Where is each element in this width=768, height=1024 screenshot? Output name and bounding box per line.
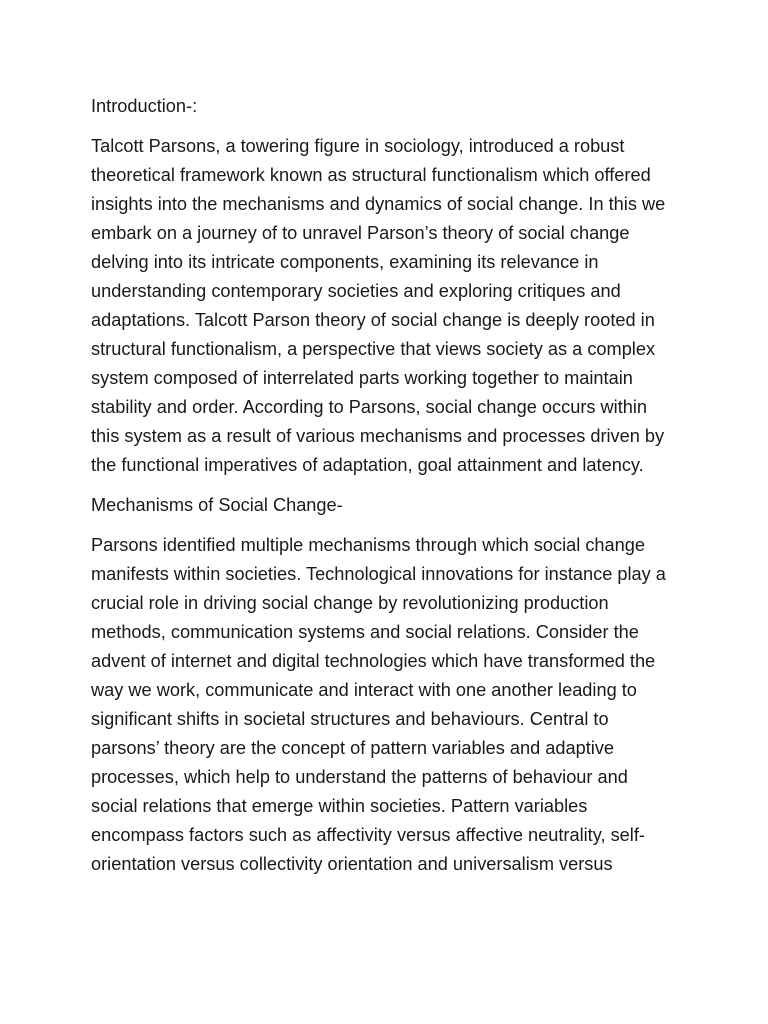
paragraph-line: understanding contemporary societies and exploring critiques and xyxy=(91,281,621,301)
paragraph-line: parsons’ theory are the concept of pattern variables and adaptive xyxy=(91,738,615,758)
paragraph-line: delving into its intricate components, examining its relevance in xyxy=(91,252,599,272)
paragraph-line: significant shifts in societal structures and behaviours. Central to xyxy=(91,709,609,729)
paragraph-line: this system as a result of various mechanisms and processes driven by xyxy=(91,426,665,446)
mechanisms-heading: Mechanisms of Social Change- xyxy=(91,495,343,515)
paragraph-line: crucial role in driving social change by revolutionizing production xyxy=(91,593,609,613)
paragraph-line: the functional imperatives of adaptation, goal attainment and latency. xyxy=(91,455,644,475)
mechanisms-paragraph xyxy=(91,531,691,879)
paragraph-line: Talcott Parsons, a towering figure in sociology, introduced a robust xyxy=(91,136,625,156)
paragraph-line: Parsons identified multiple mechanisms through which social change xyxy=(91,535,645,555)
paragraph-line: encompass factors such as affectivity versus affective neutrality, self- xyxy=(91,825,645,845)
paragraph-line: methods, communication systems and social relations. Consider the xyxy=(91,622,639,642)
paragraph-line: structural functionalism, a perspective that views society as a complex xyxy=(91,339,656,359)
document-body xyxy=(91,92,691,890)
paragraph-line: theoretical framework known as structural functionalism which offered xyxy=(91,165,651,185)
paragraph-line: adaptations. Talcott Parson theory of social change is deeply rooted in xyxy=(91,310,655,330)
paragraph-line: processes, which help to understand the patterns of behaviour and xyxy=(91,767,628,787)
paragraph-line: advent of internet and digital technologies which have transformed the xyxy=(91,651,656,671)
paragraph-line: insights into the mechanisms and dynamics of social change. In this we xyxy=(91,194,666,214)
paragraph-line: social relations that emerge within societies. Pattern variables xyxy=(91,796,588,816)
paragraph-line: stability and order. According to Parsons, social change occurs within xyxy=(91,397,648,417)
intro-heading: Introduction-: xyxy=(91,96,198,116)
paragraph-line: orientation versus collectivity orientation and universalism versus xyxy=(91,854,613,874)
paragraph-line: way we work, communicate and interact with one another leading to xyxy=(91,680,637,700)
paragraph-line: manifests within societies. Technological innovations for instance play a xyxy=(91,564,666,584)
intro-paragraph xyxy=(91,132,691,480)
paragraph-line: embark on a journey of to unravel Parson’s theory of social change xyxy=(91,223,630,243)
paragraph-line: system composed of interrelated parts working together to maintain xyxy=(91,368,633,388)
